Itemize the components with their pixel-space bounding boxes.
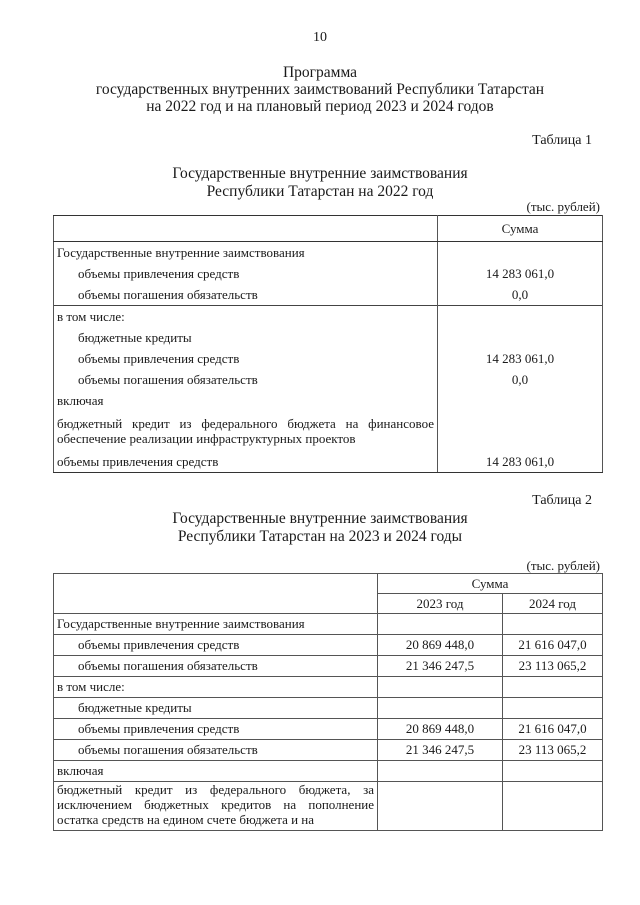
row-value-2024 [503, 698, 603, 719]
row-label: в том числе: [54, 677, 378, 698]
row-value [438, 390, 603, 411]
row-value: 14 283 061,0 [438, 263, 603, 284]
table2-header-2024: 2024 год [503, 594, 603, 614]
row-value-2023: 20 869 448,0 [378, 635, 503, 656]
row-value-2023 [378, 698, 503, 719]
table1 [53, 215, 603, 473]
table-row [54, 740, 603, 761]
table-row [54, 411, 603, 451]
table1-units: (тыс. рублей) [526, 199, 600, 214]
table-row [54, 263, 603, 284]
row-value [438, 306, 603, 328]
row-value-2023 [378, 677, 503, 698]
row-label: Государственные внутренние заимствования [54, 242, 438, 264]
row-value [438, 411, 603, 451]
row-value: 14 283 061,0 [438, 451, 603, 473]
row-label: объемы привлечения средств [54, 451, 438, 473]
table2-heading-line-1: Государственные внутренние заимствования [172, 510, 468, 527]
table2-label: Таблица 2 [532, 493, 592, 508]
row-label: объемы привлечения средств [54, 719, 378, 740]
table1-header-row [54, 216, 603, 242]
title-line-1: Программа [282, 64, 358, 81]
table-row [54, 390, 603, 411]
row-value-2023: 21 346 247,5 [378, 740, 503, 761]
table-row [54, 451, 603, 473]
row-label: включая [54, 761, 378, 782]
table-row [54, 635, 603, 656]
row-value-2024: 21 616 047,0 [503, 719, 603, 740]
page-number: 10 [313, 30, 327, 45]
table-row [54, 327, 603, 348]
table1-label: Таблица 1 [532, 133, 592, 148]
row-label: объемы привлечения средств [54, 263, 438, 284]
table2-units: (тыс. рублей) [526, 558, 600, 573]
table2-header-row-1 [54, 574, 603, 594]
row-label: объемы погашения обязательств [54, 656, 378, 677]
table-row [54, 677, 603, 698]
row-label: объемы погашения обязательств [54, 284, 438, 306]
row-label: объемы привлечения средств [54, 635, 378, 656]
row-value [438, 242, 603, 264]
row-value-2024 [503, 761, 603, 782]
row-label: бюджетные кредиты [54, 698, 378, 719]
row-label: бюджетный кредит из федерального бюджета, за исключением бюджетных кредитов на пополнение остатка средств на едином счете бюджета и на [54, 782, 378, 831]
table2 [53, 573, 603, 831]
row-value-2024 [503, 782, 603, 831]
row-label: в том числе: [54, 306, 438, 328]
table-row [54, 698, 603, 719]
row-label: объемы привлечения средств [54, 348, 438, 369]
row-value-2024 [503, 614, 603, 635]
row-value-2023 [378, 782, 503, 831]
row-label: объемы погашения обязательств [54, 740, 378, 761]
row-label: объемы погашения обязательств [54, 369, 438, 390]
row-value: 14 283 061,0 [438, 348, 603, 369]
table1-heading-line-1: Государственные внутренние заимствования [172, 165, 468, 182]
row-value-2024: 23 113 065,2 [503, 740, 603, 761]
table-row [54, 242, 603, 264]
row-label: бюджетный кредит из федерального бюджета на финансовое обеспечение реализации инфраструктурных проектов [54, 411, 438, 451]
table1-header-sum: Сумма [438, 216, 603, 242]
table1-heading-line-2: Республики Татарстан на 2022 год [206, 183, 434, 200]
row-label: включая [54, 390, 438, 411]
table2-header-sum: Сумма [378, 574, 603, 594]
table-row [54, 348, 603, 369]
table1-heading [120, 165, 520, 201]
row-value: 0,0 [438, 284, 603, 306]
row-value-2024: 23 113 065,2 [503, 656, 603, 677]
table-row [54, 761, 603, 782]
row-label: бюджетные кредиты [54, 327, 438, 348]
row-value [438, 327, 603, 348]
title-line-2: государственных внутренних заимствований Республики Татарстан [95, 81, 545, 98]
document-title [60, 64, 580, 115]
table2-header-label-cell [54, 574, 378, 614]
table-row [54, 614, 603, 635]
table2-heading-line-2: Республики Татарстан на 2023 и 2024 годы [177, 528, 463, 545]
table-row [54, 656, 603, 677]
row-value-2023: 21 346 247,5 [378, 656, 503, 677]
table2-heading [120, 510, 520, 546]
table-row [54, 306, 603, 328]
row-label: Государственные внутренние заимствования [54, 614, 378, 635]
row-value: 0,0 [438, 369, 603, 390]
table-row [54, 719, 603, 740]
row-value-2023: 20 869 448,0 [378, 719, 503, 740]
row-value-2024 [503, 677, 603, 698]
table-row [54, 782, 603, 831]
table2-header-2023: 2023 год [378, 594, 503, 614]
table-row [54, 284, 603, 306]
row-value-2023 [378, 614, 503, 635]
table1-header-label-cell [54, 216, 438, 242]
row-value-2023 [378, 761, 503, 782]
title-line-3: на 2022 год и на плановый период 2023 и 2024 годов [146, 98, 494, 115]
row-value-2024: 21 616 047,0 [503, 635, 603, 656]
table-row [54, 369, 603, 390]
